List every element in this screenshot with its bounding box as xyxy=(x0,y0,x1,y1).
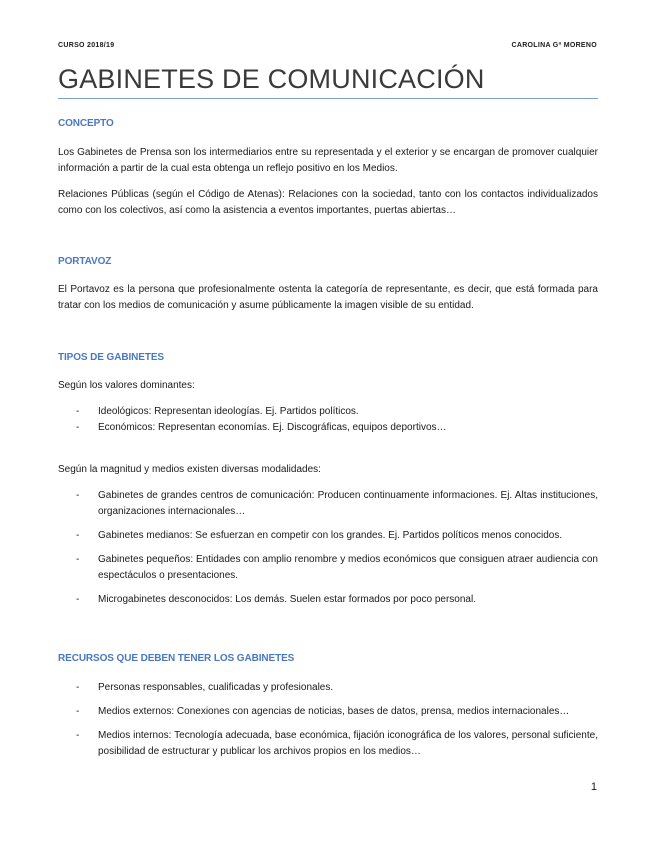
page-number: 1 xyxy=(590,781,597,793)
page-title: GABINETES DE COMUNICACIÓN xyxy=(58,60,598,99)
list-item: - Microgabinetes desconocidos: Los demás. Suelen estar formados por poco personal. xyxy=(58,592,598,608)
section-heading-concepto: CONCEPTO xyxy=(58,118,114,129)
list-tipos-valores xyxy=(58,404,598,436)
section-heading-portavoz: PORTAVOZ xyxy=(58,256,112,267)
list-item: - Medios internos: Tecnología adecuada, base económica, fijación iconográfica de los valores, personal suficiente, posibilidad de estructurar y publicar los archivos propios en los medios… xyxy=(76,730,598,757)
dash-bullet: - xyxy=(76,490,80,501)
paragraph-portavoz: El Portavoz es la persona que profesionalmente ostenta la categoría de representante, es decir, que está formada para tratar con los medios de comunicación y asume públicamente la imagen visible de su entidad. xyxy=(58,284,598,311)
paragraph-concepto-1: Los Gabinetes de Prensa son los intermediarios entre su representada y el exterior y se encargan de promover cualquier información a partir de la cual esta obtenga un reflejo positivo en los Medios. xyxy=(58,147,598,174)
dash-bullet: - xyxy=(76,406,80,417)
tipos-intro-magnitud: Según la magnitud y medios existen diversas modalidades: xyxy=(58,464,321,475)
list-item: - Personas responsables, cualificadas y profesionales. xyxy=(58,680,598,696)
dash-bullet: - xyxy=(76,682,80,693)
dash-bullet: - xyxy=(76,594,80,605)
header-course: CURSO 2018/19 xyxy=(58,42,115,49)
dash-bullet: - xyxy=(76,554,80,565)
section-heading-tipos: TIPOS DE GABINETES xyxy=(58,352,164,363)
list-tipos-magnitud xyxy=(58,488,598,608)
list-item: - Económicos: Representan economías. Ej. Discográficas, equipos deportivos… xyxy=(58,420,598,436)
header-author: CAROLINA Gª MORENO xyxy=(511,42,597,49)
dash-bullet: - xyxy=(76,730,80,741)
list-item: - Gabinetes medianos: Se esfuerzan en competir con los grandes. Ej. Partidos políticos menos conocidos. xyxy=(58,528,598,544)
list-item: - Gabinetes de grandes centros de comunicación: Producen continuamente informaciones. Ej. Altas instituciones, organizaciones internacionales… xyxy=(76,490,598,517)
dash-bullet: - xyxy=(76,706,80,717)
list-recursos xyxy=(58,680,598,760)
section-heading-recursos: RECURSOS QUE DEBEN TENER LOS GABINETES xyxy=(58,653,295,664)
dash-bullet: - xyxy=(76,422,80,433)
list-item: - Gabinetes pequeños: Entidades con amplio renombre y medios económicos que consiguen atraer audiencia con espectáculos o presentaciones. xyxy=(76,554,598,581)
paragraph-concepto-2: Relaciones Públicas (según el Código de Atenas): Relaciones con la sociedad, tanto con los contactos individualizados como con los colectivos, así como la asistencia a eventos importantes, puertas abiertas… xyxy=(58,189,598,216)
list-item: - Medios externos: Conexiones con agencias de noticias, bases de datos, prensa, medios internacionales… xyxy=(58,704,598,720)
list-item: - Ideológicos: Representan ideologías. Ej. Partidos políticos. xyxy=(58,404,598,420)
tipos-intro-valores: Según los valores dominantes: xyxy=(58,380,195,391)
dash-bullet: - xyxy=(76,530,80,541)
